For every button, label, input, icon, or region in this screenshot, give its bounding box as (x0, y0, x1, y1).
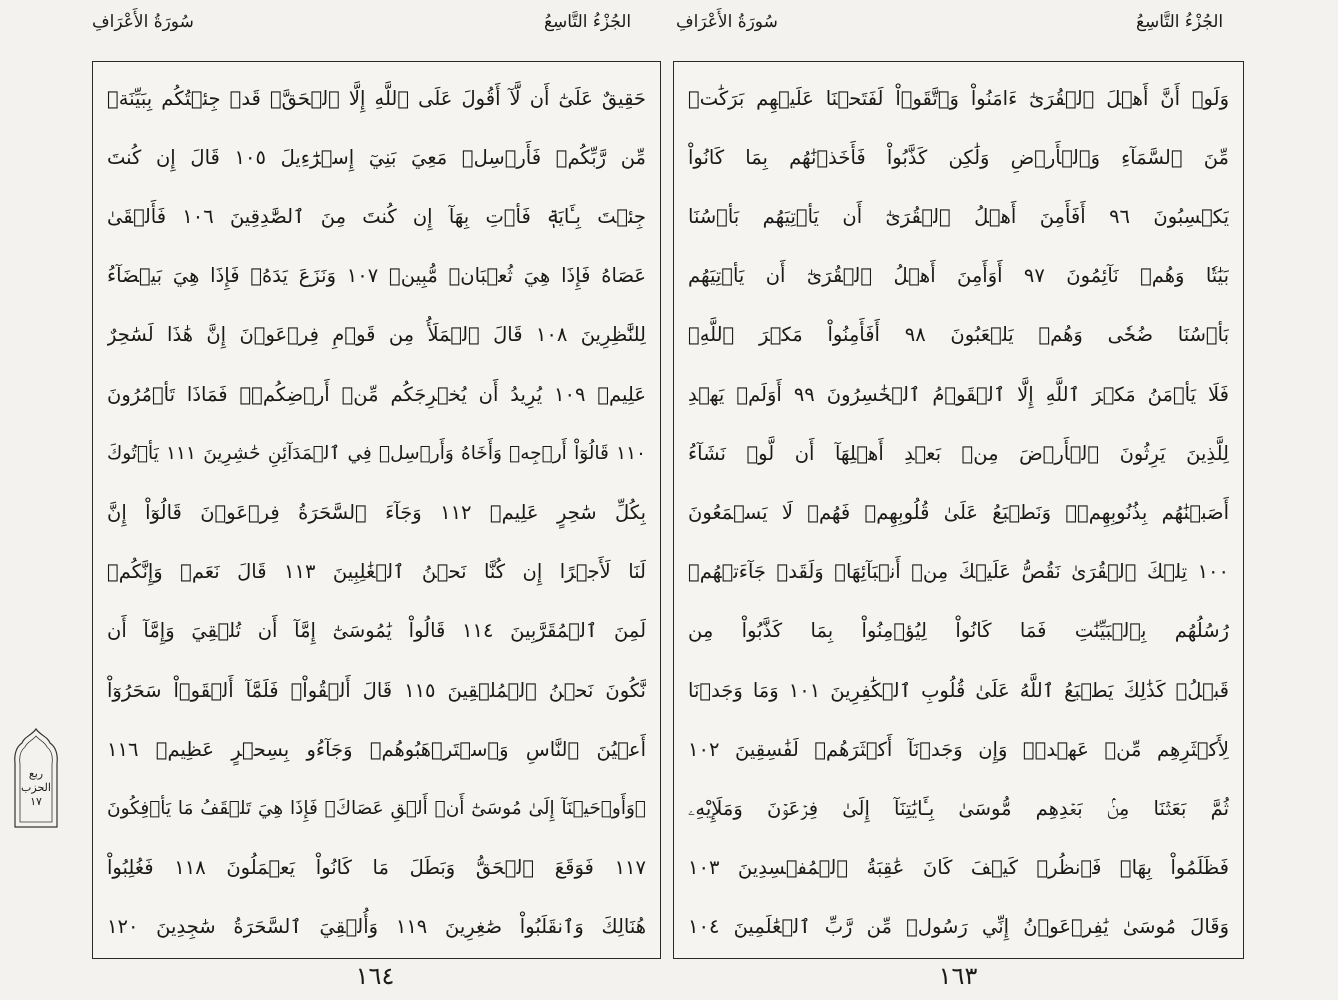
hizb-label-quarter: ربع (28, 767, 44, 780)
verse-line (688, 780, 1229, 836)
verse-line (688, 366, 1229, 422)
verse-line (688, 484, 1229, 540)
verse-line-text: ١١٧ فَوَقَعَ ٱلۡحَقُّ وَبَطَلَ مَا كَانُواْ يَعۡمَلُونَ ١١٨ فَغُلِبُواْ (107, 856, 646, 880)
verse-line (688, 603, 1229, 659)
verse-line-text: لَمِنَ ٱلۡمُقَرَّبِينَ ١١٤ قَالُواْ يَٰمُوسَىٰٓ إِمَّآ أَن تُلۡقِيَ وَإِمَّآ أَن (107, 619, 646, 643)
verse-line (688, 129, 1229, 185)
verse-line-text: هُنَالِكَ وَٱنقَلَبُواْ صَٰغِرِينَ ١١٩ وَأُلۡقِيَ ٱلسَّحَرَةُ سَٰجِدِينَ ١٢٠ (107, 915, 646, 939)
right-page-number: ١٦٣ (938, 962, 978, 990)
verse-line (107, 780, 646, 836)
verse-line (107, 307, 646, 363)
verse-line (688, 840, 1229, 896)
verse-line-text: ثُمَّ بَعَثۡنَا مِنۢ بَعۡدِهِم مُّوسَىٰ بِـَٔايَٰتِنَآ إِلَىٰ فِرۡعَوۡنَ وَمَلَإِيْهِۦ (688, 796, 1229, 820)
verse-line (107, 603, 646, 659)
verse-line (688, 188, 1229, 244)
verse-line (107, 248, 646, 304)
verse-line (107, 366, 646, 422)
verse-line (107, 662, 646, 718)
verse-line-text: لِأَكۡثَرِهِم مِّنۡ عَهۡدٖۖ وَإِن وَجَدۡنَآ أَكۡثَرَهُمۡ لَفَٰسِقِينَ ١٠٢ (688, 737, 1229, 761)
verse-line (107, 544, 646, 600)
verse-line (107, 721, 646, 777)
verse-line-text: جِئۡتَ بِـَٔايَةٖ فَأۡتِ بِهَآ إِن كُنتَ مِنَ ٱلصَّٰدِقِينَ ١٠٦ فَأَلۡقَىٰ (107, 204, 646, 228)
verse-line-text: أَصَبۡنَٰهُم بِذُنُوبِهِمۡۚ وَنَطۡبَعُ عَلَىٰ قُلُوبِهِمۡ فَهُمۡ لَا يَسۡمَعُونَ (688, 500, 1229, 524)
verse-line-text: وَقَالَ مُوسَىٰ يَٰفِرۡعَوۡنُ إِنِّي رَسُولٞ مِّن رَّبِّ ٱلۡعَٰلَمِينَ ١٠٤ (688, 915, 1229, 939)
verse-line (688, 544, 1229, 600)
verse-line-text: ١٠٠ تِلۡكَ ٱلۡقُرَىٰ نَقُصُّ عَلَيۡكَ مِنۡ أَنۢبَآئِهَاۚ وَلَقَدۡ جَآءَتۡهُمۡ (688, 560, 1229, 584)
right-page-text (688, 66, 1229, 954)
verse-line (688, 662, 1229, 718)
verse-line-text: رُسُلُهُم بِٱلۡبَيِّنَٰتِ فَمَا كَانُواْ لِيُؤۡمِنُواْ بِمَا كَذَّبُواْ مِن (688, 619, 1229, 643)
right-page-surah-header: سُورَةُ الأَعْرَافِ (676, 12, 778, 32)
verse-line-text: وَلَوۡ أَنَّ أَهۡلَ ٱلۡقُرَىٰٓ ءَامَنُواْ وَٱتَّقَوۡاْ لَفَتَحۡنَا عَلَيۡهِم بَرَكَٰتٖ (688, 86, 1229, 110)
hizb-label-hizb: الحزب (21, 781, 51, 794)
verse-line (688, 70, 1229, 126)
verse-line (107, 899, 646, 955)
verse-line (107, 188, 646, 244)
verse-line-text: ۞وَأَوۡحَيۡنَآ إِلَىٰ مُوسَىٰٓ أَنۡ أَلۡقِ عَصَاكَۖ فَإِذَا هِيَ تَلۡقَفُ مَا يَأۡفِكُونَ (107, 797, 646, 819)
verse-line-text: عَصَاهُ فَإِذَا هِيَ ثُعۡبَانٞ مُّبِينٞ ١٠٧ وَنَزَعَ يَدَهُۥ فَإِذَا هِيَ بَيۡضَآءُ (107, 264, 646, 288)
left-page-juz-header: الجُزْءُ التَّاسِعُ (544, 12, 632, 32)
verse-line-text: ١١٠ قَالُوٓاْ أَرۡجِهۡ وَأَخَاهُ وَأَرۡسِلۡ فِي ٱلۡمَدَآئِنِ حَٰشِرِينَ ١١١ يَأۡتُوكَ (107, 442, 646, 464)
right-page-frame (673, 61, 1244, 959)
hizb-label-number: ١٧ (30, 795, 42, 808)
verse-line (107, 70, 646, 126)
verse-line-text: حَقِيقٌ عَلَىٰٓ أَن لَّآ أَقُولَ عَلَى ٱللَّهِ إِلَّا ٱلۡحَقَّۚ قَدۡ جِئۡتُكُم بِبَيِّنَةٖ (107, 86, 646, 110)
verse-line (107, 840, 646, 896)
verse-line (688, 307, 1229, 363)
verse-line-text: فَظَلَمُواْ بِهَاۖ فَٱنظُرۡ كَيۡفَ كَانَ عَٰقِبَةُ ٱلۡمُفۡسِدِينَ ١٠٣ (688, 856, 1229, 880)
verse-line (688, 248, 1229, 304)
left-page-surah-header: سُورَةُ الأَعْرَافِ (92, 12, 194, 32)
left-page-number: ١٦٤ (355, 962, 395, 990)
verse-line (688, 425, 1229, 481)
left-page-frame (92, 61, 661, 959)
verse-line-text: نَّكُونَ نَحۡنُ ٱلۡمُلۡقِينَ ١١٥ قَالَ أَلۡقُواْۖ فَلَمَّآ أَلۡقَوۡاْ سَحَرُوٓاْ (107, 678, 646, 702)
verse-line-text: بَأۡسُنَا ضُحٗى وَهُمۡ يَلۡعَبُونَ ٩٨ أَفَأَمِنُواْ مَكۡرَ ٱللَّهِۚ (688, 323, 1229, 347)
left-page-text (107, 66, 646, 954)
hizb-marker (10, 727, 62, 832)
verse-line (107, 484, 646, 540)
verse-line (107, 129, 646, 185)
verse-line-text: لَنَا لَأَجۡرًا إِن كُنَّا نَحۡنُ ٱلۡغَٰلِبِينَ ١١٣ قَالَ نَعَمۡ وَإِنَّكُمۡ (107, 560, 646, 584)
verse-line-text: أَعۡيُنَ ٱلنَّاسِ وَٱسۡتَرۡهَبُوهُمۡ وَجَآءُو بِسِحۡرٍ عَظِيمٖ ١١٦ (107, 737, 646, 761)
verse-line-text: مِّن رَّبِّكُمۡ فَأَرۡسِلۡ مَعِيَ بَنِيٓ إِسۡرَٰٓءِيلَ ١٠٥ قَالَ إِن كُنتَ (107, 145, 646, 169)
verse-line-text: بَيَٰتٗا وَهُمۡ نَآئِمُونَ ٩٧ أَوَأَمِنَ أَهۡلُ ٱلۡقُرَىٰٓ أَن يَأۡتِيَهُم (688, 264, 1229, 288)
verse-line-text: عَلِيمٞ ١٠٩ يُرِيدُ أَن يُخۡرِجَكُم مِّنۡ أَرۡضِكُمۡۖ فَمَاذَا تَأۡمُرُونَ (107, 382, 646, 406)
verse-line-text: قَبۡلُۚ كَذَٰلِكَ يَطۡبَعُ ٱللَّهُ عَلَىٰ قُلُوبِ ٱلۡكَٰفِرِينَ ١٠١ وَمَا وَجَدۡنَا (688, 678, 1229, 702)
right-page-juz-header: الجُزْءُ التَّاسِعُ (1136, 12, 1224, 32)
verse-line-text: مِّنَ ٱلسَّمَآءِ وَٱلۡأَرۡضِ وَلَٰكِن كَذَّبُواْ فَأَخَذۡنَٰهُم بِمَا كَانُواْ (688, 145, 1229, 169)
verse-line (107, 425, 646, 481)
verse-line (688, 899, 1229, 955)
verse-line-text: لِلنَّٰظِرِينَ ١٠٨ قَالَ ٱلۡمَلَأُ مِن قَوۡمِ فِرۡعَوۡنَ إِنَّ هَٰذَا لَسَٰحِرٌ (107, 323, 646, 347)
verse-line-text: بِكُلِّ سَٰحِرٍ عَلِيمٖ ١١٢ وَجَآءَ ٱلسَّحَرَةُ فِرۡعَوۡنَ قَالُوٓاْ إِنَّ (107, 500, 646, 524)
verse-line-text: لِلَّذِينَ يَرِثُونَ ٱلۡأَرۡضَ مِنۢ بَعۡدِ أَهۡلِهَآ أَن لَّوۡ نَشَآءُ (688, 441, 1229, 465)
verse-line (688, 721, 1229, 777)
verse-line-text: فَلَا يَأۡمَنُ مَكۡرَ ٱللَّهِ إِلَّا ٱلۡقَوۡمُ ٱلۡخَٰسِرُونَ ٩٩ أَوَلَمۡ يَهۡدِ (688, 382, 1229, 406)
verse-line-text: يَكۡسِبُونَ ٩٦ أَفَأَمِنَ أَهۡلُ ٱلۡقُرَىٰٓ أَن يَأۡتِيَهُم بَأۡسُنَا (688, 204, 1229, 228)
